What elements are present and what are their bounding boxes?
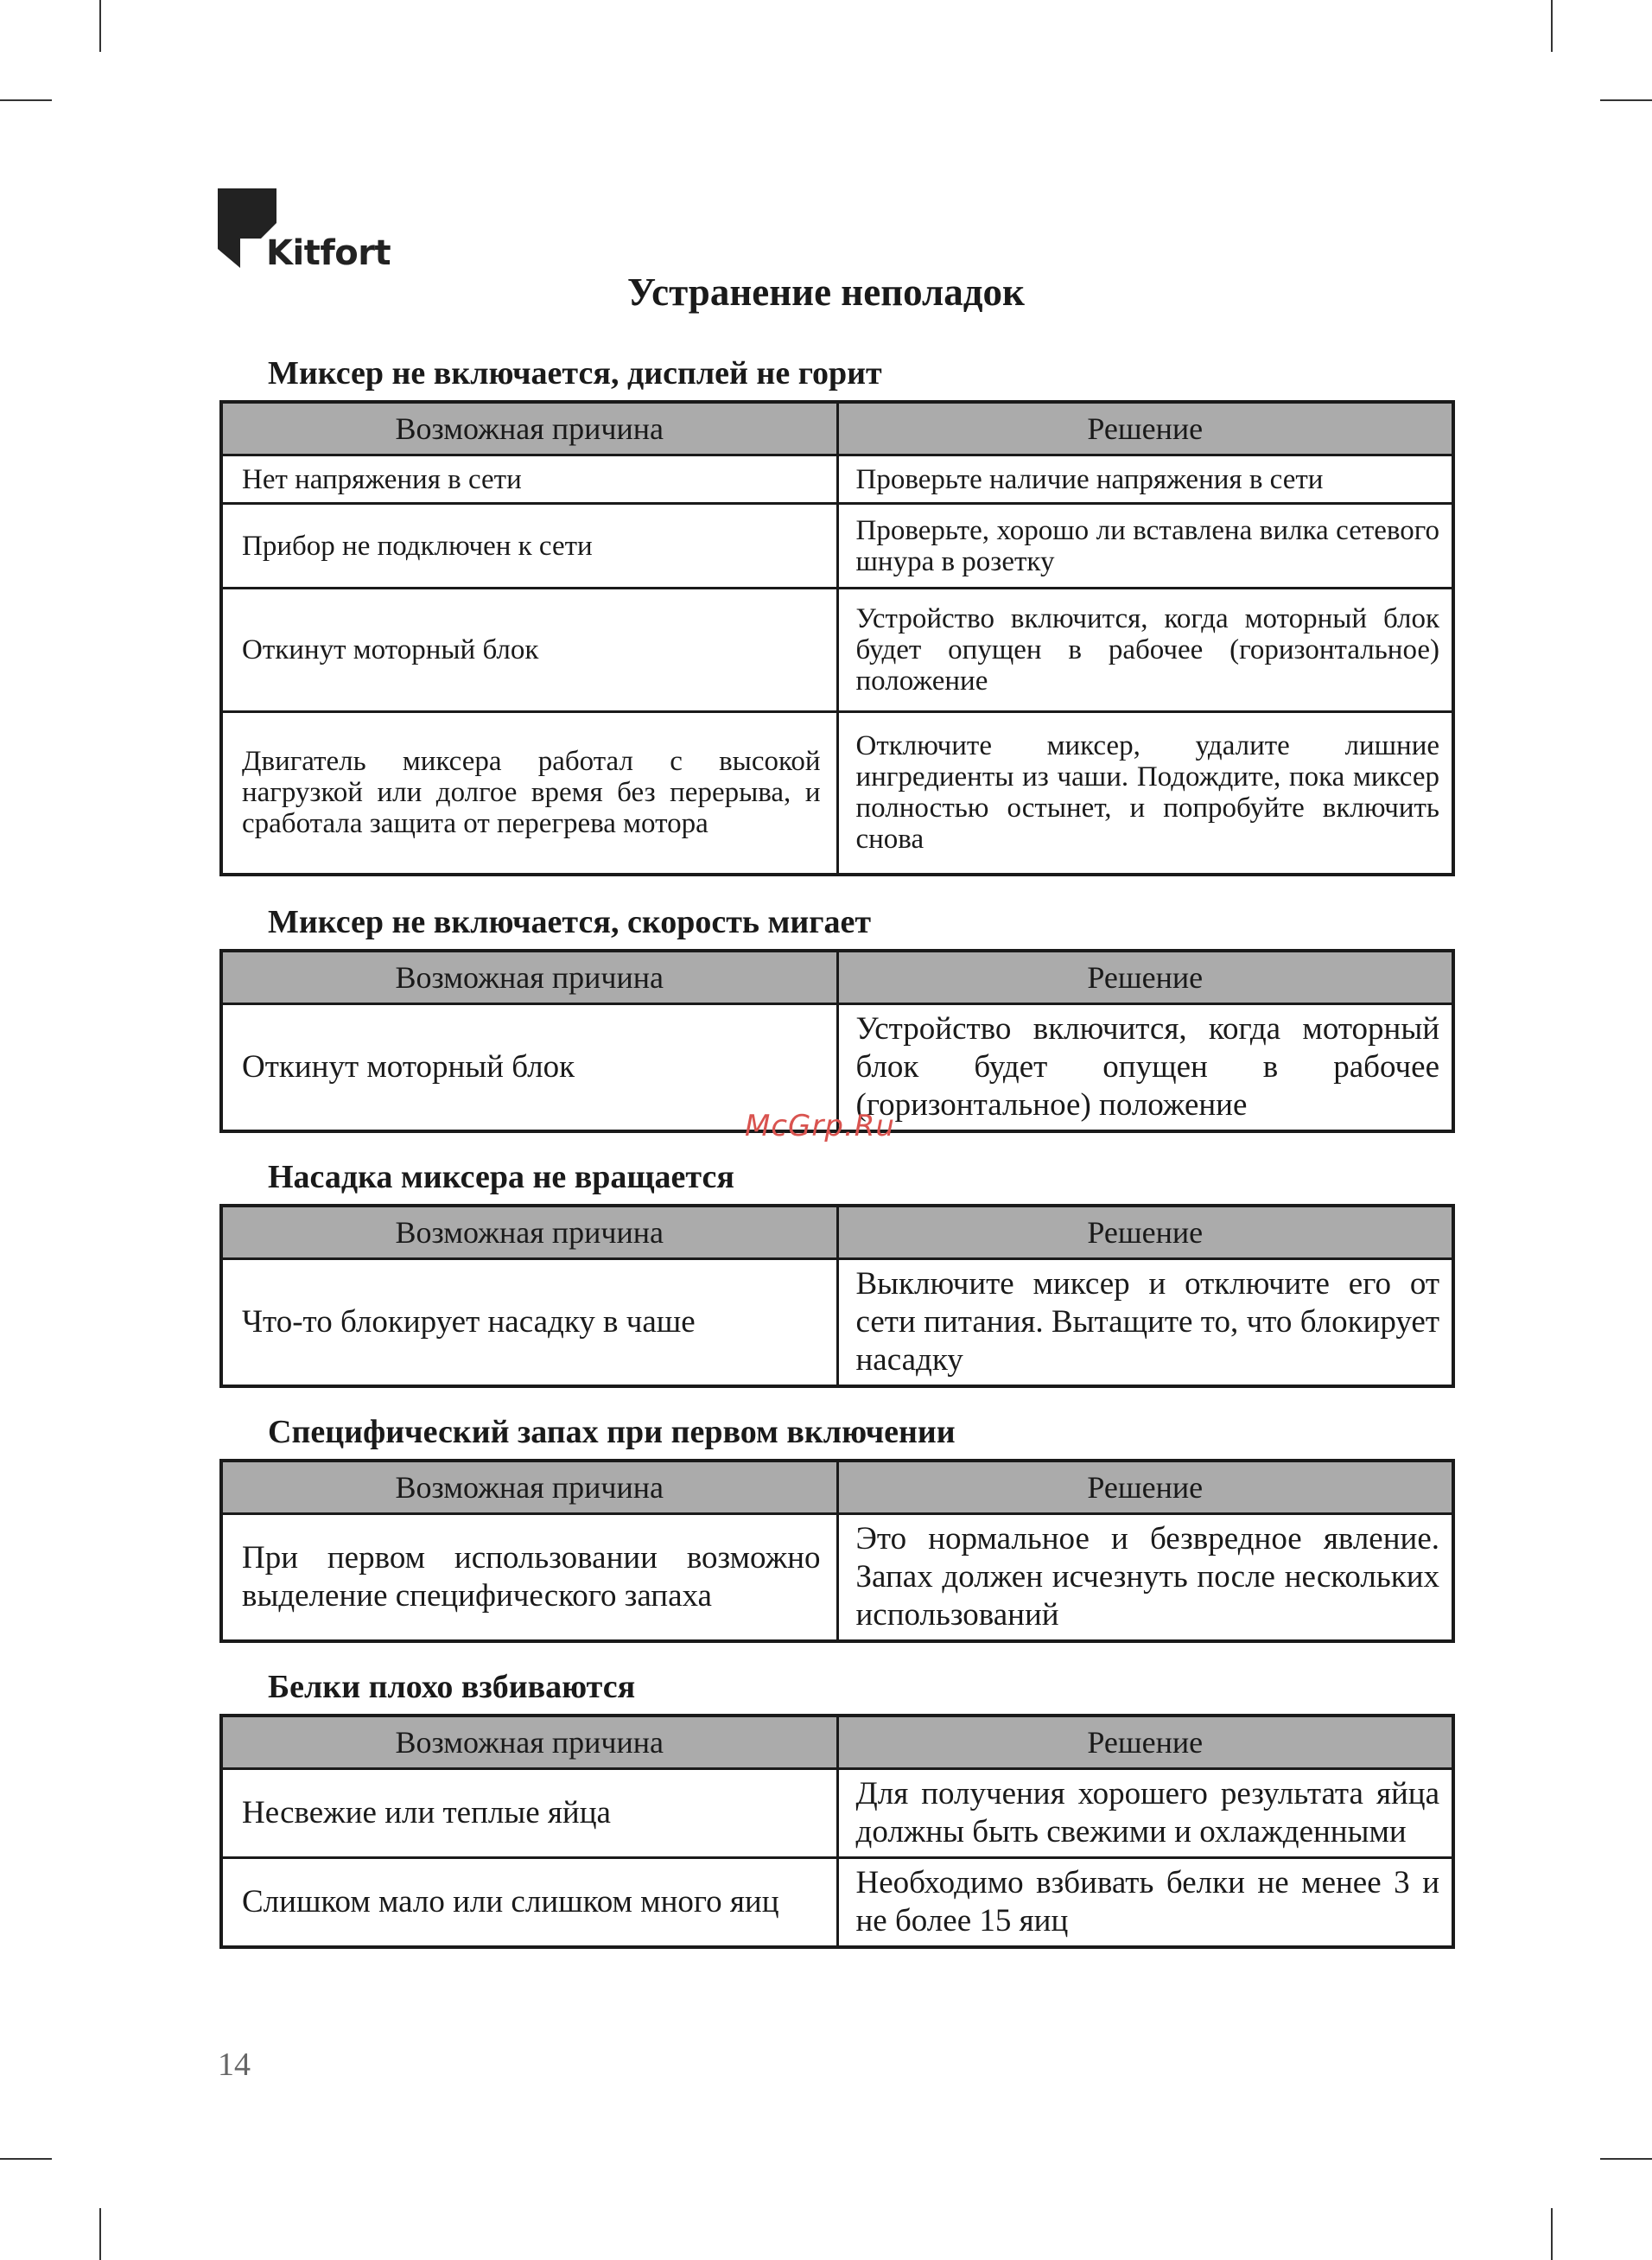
section-heading: Миксер не включается, дисплей не горит — [268, 355, 882, 392]
cause-cell: Слишком мало или слишком много яиц — [221, 1858, 837, 1948]
table-row — [221, 504, 1453, 589]
column-header-cause: Возможная причина — [221, 951, 837, 1004]
column-header-cause: Возможная причина — [221, 1461, 837, 1514]
crop-mark-top-left-h — [0, 99, 52, 101]
column-header-cause: Возможная причина — [221, 1206, 837, 1259]
table-row — [221, 1514, 1453, 1642]
table-row — [221, 712, 1453, 875]
page-title: Устранение неполадок — [627, 271, 1025, 314]
solution-cell: Проверьте наличие напряжения в сети — [837, 455, 1453, 504]
table-header-row — [221, 1461, 1453, 1514]
solution-cell: Устройство включится, когда моторный блок будет опущен в рабочее (горизонтальное) положение — [837, 589, 1453, 712]
cause-cell: Двигатель миксера работал с высокой нагрузкой или долгое время без перерыва, и сработала защита от перегрева мотора — [221, 712, 837, 875]
cause-cell: При первом использовании возможно выделение специфического запаха — [221, 1514, 837, 1642]
solution-cell: Необходимо взбивать белки не менее 3 и не более 15 яиц — [837, 1858, 1453, 1948]
troubleshooting-table — [219, 400, 1455, 876]
table-header-row — [221, 951, 1453, 1004]
section-heading: Специфический запах при первом включении — [268, 1414, 956, 1450]
cause-cell: Откинут моторный блок — [221, 589, 837, 712]
column-header-solution: Решение — [837, 1461, 1453, 1514]
section-heading: Насадка миксера не вращается — [268, 1159, 734, 1195]
section-heading: Белки плохо взбиваются — [268, 1669, 636, 1705]
kitfort-logo — [218, 188, 391, 275]
troubleshooting-table — [219, 949, 1455, 1133]
watermark: McGrp.Ru — [745, 1109, 895, 1143]
cause-cell: Нет напряжения в сети — [221, 455, 837, 504]
page-number: 14 — [218, 2047, 251, 2083]
section-heading: Миксер не включается, скорость мигает — [268, 904, 872, 940]
column-header-solution: Решение — [837, 1206, 1453, 1259]
brand-name: Kitfort — [266, 233, 391, 273]
cause-cell: Откинут моторный блок — [221, 1004, 837, 1132]
crop-mark-top-left-v — [99, 0, 101, 52]
crop-mark-bottom-left-v — [99, 2208, 101, 2260]
column-header-solution: Решение — [837, 1716, 1453, 1769]
cause-cell: Что-то блокирует насадку в чаше — [221, 1259, 837, 1387]
solution-cell: Проверьте, хорошо ли вставлена вилка сетевого шнура в розетку — [837, 504, 1453, 589]
column-header-solution: Решение — [837, 402, 1453, 455]
table-row — [221, 455, 1453, 504]
table-row — [221, 1769, 1453, 1858]
column-header-cause: Возможная причина — [221, 1716, 837, 1769]
solution-cell: Для получения хорошего результата яйца должны быть свежими и охлажденными — [837, 1769, 1453, 1858]
table-row — [221, 1858, 1453, 1948]
cause-cell: Прибор не подключен к сети — [221, 504, 837, 589]
solution-cell: Отключите миксер, удалите лишние ингредиенты из чаши. Подождите, пока миксер полностью остынет, и попробуйте включить снова — [837, 712, 1453, 875]
solution-cell: Устройство включится, когда моторный блок будет опущен в рабочее (горизонтальное) положение — [837, 1004, 1453, 1132]
troubleshooting-table — [219, 1714, 1455, 1949]
crop-mark-bottom-left-h — [0, 2158, 52, 2160]
table-header-row — [221, 402, 1453, 455]
troubleshooting-table — [219, 1204, 1455, 1388]
crop-mark-bottom-right-v — [1551, 2208, 1553, 2260]
column-header-cause: Возможная причина — [221, 402, 837, 455]
crop-mark-top-right-v — [1551, 0, 1553, 52]
table-header-row — [221, 1206, 1453, 1259]
table-row — [221, 589, 1453, 712]
troubleshooting-table — [219, 1459, 1455, 1643]
column-header-solution: Решение — [837, 951, 1453, 1004]
crop-mark-top-right-h — [1600, 99, 1652, 101]
table-header-row — [221, 1716, 1453, 1769]
solution-cell: Это нормальное и безвредное явление. Запах должен исчезнуть после нескольких использований — [837, 1514, 1453, 1642]
solution-cell: Выключите миксер и отключите его от сети питания. Вытащите то, что блокирует насадку — [837, 1259, 1453, 1387]
table-row — [221, 1259, 1453, 1387]
crop-mark-bottom-right-h — [1600, 2158, 1652, 2160]
cause-cell: Несвежие или теплые яйца — [221, 1769, 837, 1858]
